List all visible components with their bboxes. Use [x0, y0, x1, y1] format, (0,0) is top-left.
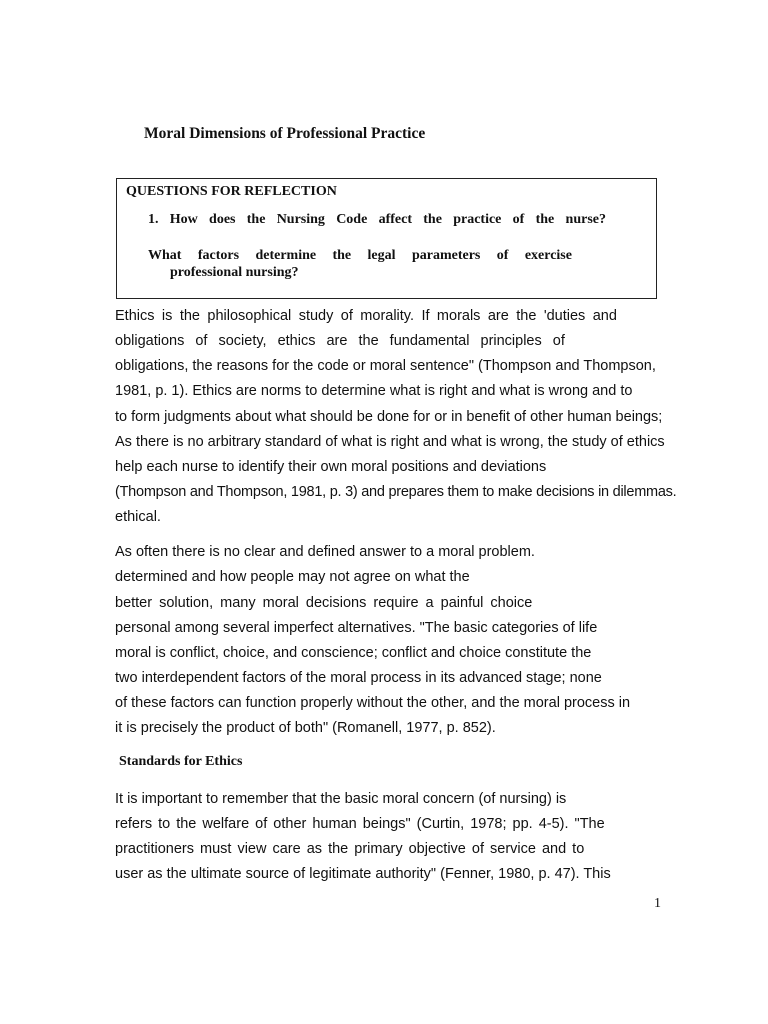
question-word: Nursing	[276, 212, 325, 227]
word: and	[592, 308, 617, 324]
word: morality.	[360, 308, 415, 324]
question-word: nurse?	[565, 212, 606, 227]
question-word: 1.	[148, 212, 159, 227]
paragraph-1-line: As there is no arbitrary standard of what is right and what is wrong, the study of ethics	[115, 434, 665, 450]
paragraph-2-line: As often there is no clear and defined answer to a moral problem.	[115, 544, 535, 560]
paragraph-1-line: to form judgments about what should be done for or in benefit of other human beings;	[115, 409, 663, 425]
word: Ethics	[115, 308, 155, 324]
paragraph-2-line: of these factors can function properly without the other, and the moral process in	[115, 695, 631, 711]
question-2-continuation: professional nursing?	[170, 265, 299, 280]
paragraph-2-line: personal among several imperfect alternatives. "The basic categories of life	[115, 620, 598, 636]
question-1	[148, 212, 606, 228]
paragraph-2-line: better solution, many moral decisions require a painful choice	[115, 595, 533, 611]
paragraph-1-line: ethical.	[115, 509, 161, 525]
question-word: parameters	[411, 248, 481, 263]
question-word: What	[148, 248, 182, 263]
paragraph-1-line: obligations, the reasons for the code or moral sentence" (Thompson and Thompson,	[115, 358, 656, 374]
section-heading: Standards for Ethics	[119, 754, 243, 769]
question-word: the	[246, 212, 266, 227]
word: the	[179, 308, 200, 324]
question-word: Code	[336, 212, 368, 227]
paragraph-2-line: it is precisely the product of both" (Romanell, 1977, p. 852).	[115, 720, 496, 736]
question-word: does	[209, 212, 236, 227]
question-word: of	[512, 212, 525, 227]
paragraph-3-line: It is important to remember that the basic moral concern (of nursing) is	[115, 791, 567, 807]
paragraph-3-line: refers to the welfare of other human beings" (Curtin, 1978; pp. 4-5). "The	[115, 816, 605, 832]
paragraph-3-line: user as the ultimate source of legitimate authority" (Fenner, 1980, p. 47). This	[115, 866, 611, 882]
question-word: practice	[453, 212, 502, 227]
paragraph-3-line: practitioners must view care as the primary objective of service and to	[115, 841, 585, 857]
paragraph-1-line: (Thompson and Thompson, 1981, p. 3) and prepares them to make decisions in dilemmas.	[115, 484, 677, 500]
paragraph-1-line: 1981, p. 1). Ethics are norms to determine what is right and what is wrong and to	[115, 383, 633, 399]
paragraph-1-line	[115, 307, 617, 325]
paragraph-1-line: help each nurse to identify their own moral positions and deviations	[115, 459, 547, 475]
word: of	[340, 308, 353, 324]
question-word: determine	[255, 248, 317, 263]
page-number: 1	[654, 896, 661, 911]
paragraph-2-line: determined and how people may not agree on what the	[115, 569, 470, 585]
word: 'duties	[543, 308, 586, 324]
paragraph-1-line: obligations of society, ethics are the fundamental principles of	[115, 333, 565, 349]
questions-box	[116, 178, 657, 299]
question-word: factors	[197, 248, 240, 263]
word: is	[161, 308, 173, 324]
word: study	[298, 308, 334, 324]
question-word: the	[423, 212, 442, 227]
document-title: Moral Dimensions of Professional Practice	[144, 125, 426, 142]
question-word: the	[332, 248, 352, 263]
word: the	[516, 308, 537, 324]
word: If	[421, 308, 430, 324]
word: philosophical	[207, 308, 292, 324]
question-2	[148, 248, 572, 264]
question-word: legal	[367, 248, 396, 263]
question-word: the	[535, 212, 555, 227]
question-word: exercise	[524, 248, 572, 263]
paragraph-2-line: two interdependent factors of the moral process in its advanced stage; none	[115, 670, 602, 686]
question-word: of	[496, 248, 509, 263]
word: morals	[436, 308, 481, 324]
question-word: How	[169, 212, 198, 227]
paragraph-2-line: moral is conflict, choice, and conscience; conflict and choice constitute the	[115, 645, 592, 661]
question-word: affect	[378, 212, 412, 227]
word: are	[487, 308, 509, 324]
questions-heading: QUESTIONS FOR REFLECTION	[126, 184, 337, 199]
